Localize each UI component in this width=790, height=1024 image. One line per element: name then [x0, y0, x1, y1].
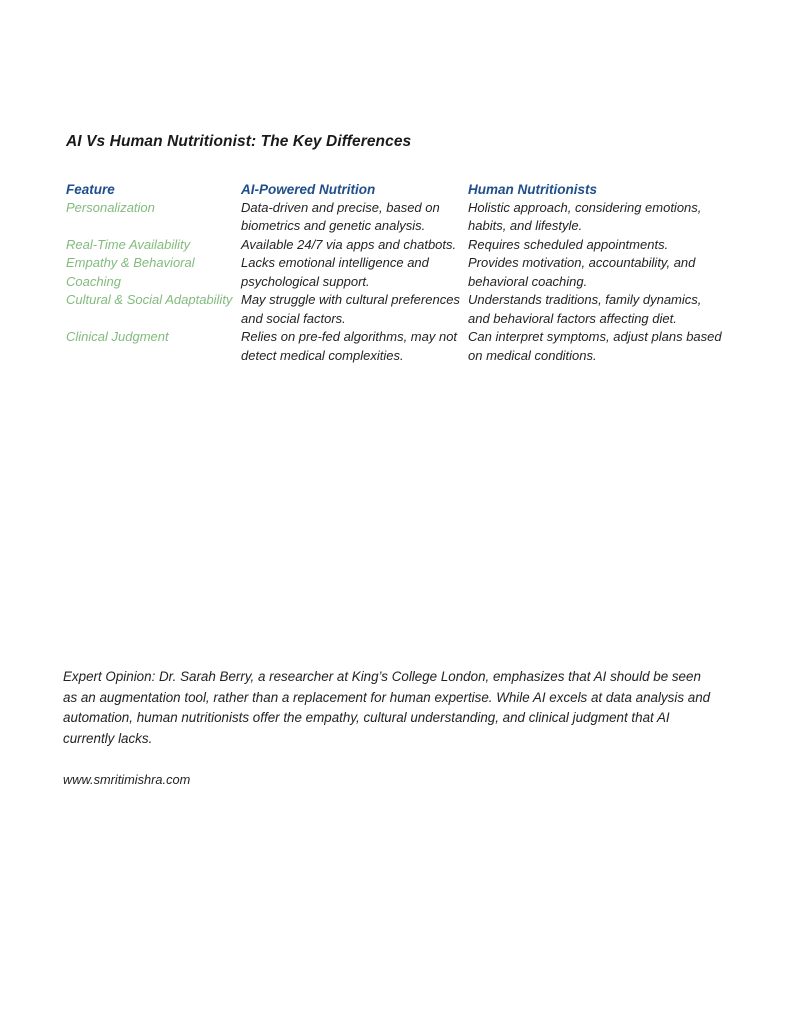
row-cell-human: Can interpret symptoms, adjust plans based on medical conditions. — [468, 329, 722, 363]
column-header-ai-powered-nutrition: AI-Powered Nutrition — [241, 182, 376, 197]
table-header — [66, 182, 726, 199]
table-body — [66, 199, 726, 365]
table-row — [66, 328, 726, 365]
row-cell-human: Provides motivation, accountability, and behavioral coaching. — [468, 255, 696, 289]
row-feature-label: Cultural & Social Adaptability — [66, 292, 233, 308]
row-cell-ai: Available 24/7 via apps and chatbots. — [241, 236, 457, 252]
table-row — [66, 254, 726, 291]
table-row — [66, 199, 726, 236]
row-cell-ai: Lacks emotional intelligence and psychological support. — [241, 255, 429, 289]
expert-opinion-paragraph: Expert Opinion: Dr. Sarah Berry, a researcher at King’s College London, emphasizes that AI should be seen as an augmentation tool, rather than a replacement for human expertise. While AI excels at data analysis and automation, human nutritionists offer the empathy, cultural understanding, and clinical judgment that AI currently lacks. — [63, 669, 711, 746]
page-title: AI Vs Human Nutritionist: The Key Differences — [66, 133, 412, 150]
row-feature-label: Clinical Judgment — [66, 329, 169, 345]
row-cell-ai: May struggle with cultural preferences and social factors. — [241, 292, 460, 326]
table-row — [66, 291, 726, 328]
comparison-table — [66, 182, 726, 365]
row-cell-human: Holistic approach, considering emotions, habits, and lifestyle. — [468, 199, 702, 234]
row-cell-human: Requires scheduled appointments. — [468, 236, 669, 252]
table-row — [66, 236, 726, 254]
row-cell-ai: Data-driven and precise, based on biometrics and genetic analysis. — [241, 199, 440, 234]
column-header-human-nutritionists: Human Nutritionists — [468, 182, 598, 197]
column-header-feature: Feature — [66, 182, 115, 197]
table-header-row — [66, 182, 726, 199]
row-cell-human: Understands traditions, family dynamics, and behavioral factors affecting diet. — [468, 292, 702, 326]
row-feature-label: Personalization — [66, 199, 155, 215]
row-cell-ai: Relies on pre-fed algorithms, may not detect medical complexities. — [241, 329, 458, 363]
row-feature-label: Real-Time Availability — [66, 236, 191, 252]
row-feature-label: Empathy & Behavioral Coaching — [66, 255, 195, 289]
site-url-footer: www.smritimishra.com — [63, 772, 191, 787]
